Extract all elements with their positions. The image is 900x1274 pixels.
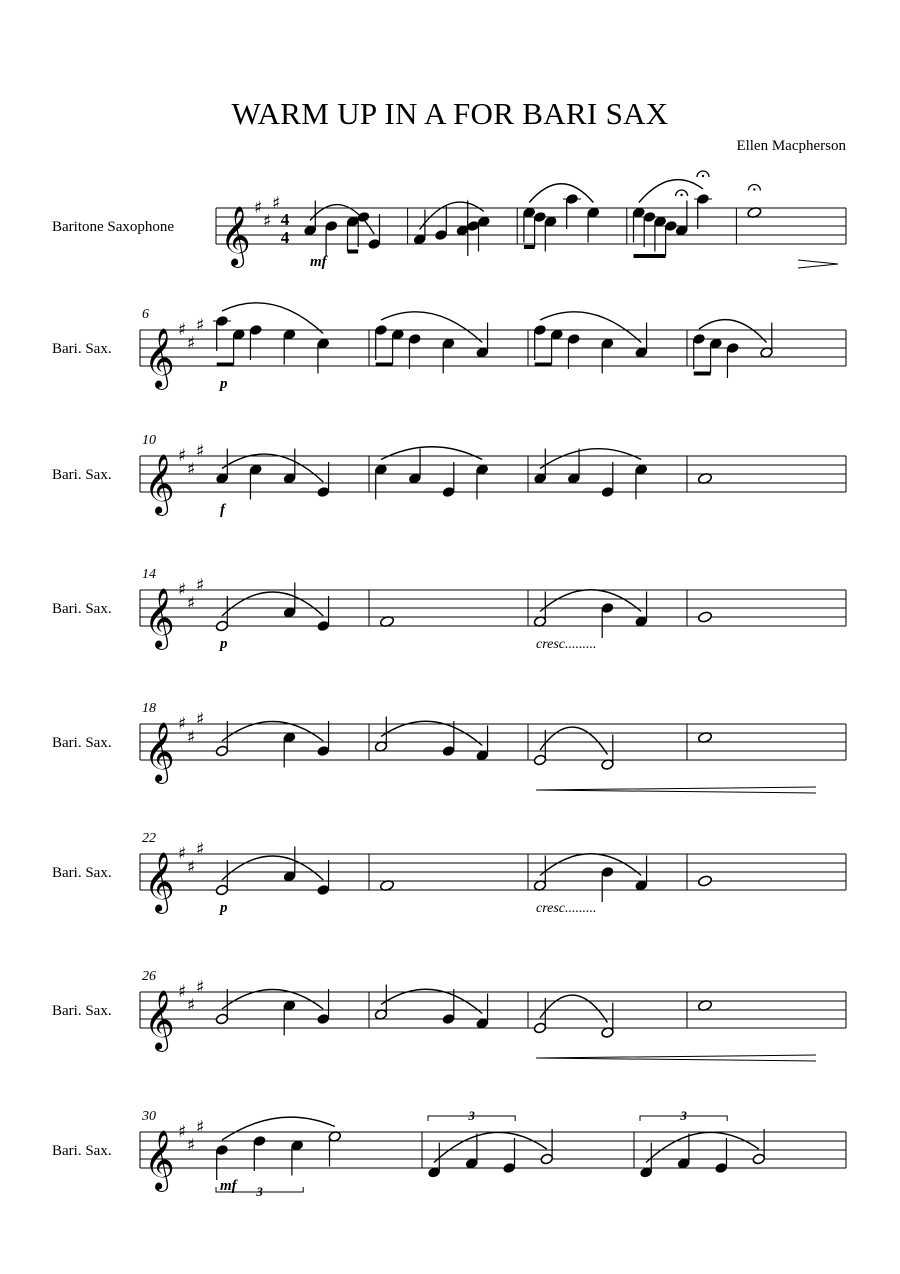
treble-clef-icon: 𝄞 (144, 328, 175, 388)
note (317, 721, 330, 757)
crescendo-hairpin (536, 787, 816, 793)
note (283, 847, 296, 883)
slur (222, 454, 323, 482)
note (563, 193, 581, 229)
note (328, 1131, 341, 1167)
slur (540, 727, 608, 754)
system-2 (52, 303, 846, 392)
notehead (215, 1013, 228, 1025)
key-signature-sharp-icon: ♯ (196, 575, 205, 596)
tuplet-number: 3 (680, 1108, 687, 1123)
note (283, 449, 296, 485)
note (317, 989, 330, 1025)
fermata-dot (753, 188, 755, 190)
note (587, 207, 600, 243)
notehead (434, 229, 447, 241)
notehead (601, 866, 614, 878)
dynamic-marking: f (220, 502, 225, 518)
note (253, 1135, 266, 1171)
note (317, 596, 330, 632)
slur (222, 592, 323, 616)
notehead (215, 884, 228, 896)
note (635, 464, 648, 500)
notehead (715, 1162, 728, 1174)
note (675, 190, 688, 236)
instrument-label: Bari. Sax. (52, 341, 112, 357)
notehead (696, 193, 709, 205)
notehead (249, 324, 262, 336)
notehead (325, 220, 338, 232)
note (476, 726, 489, 762)
note (325, 220, 338, 256)
slur (540, 449, 641, 469)
tuplet-number: 3 (256, 1184, 263, 1199)
key-signature-sharp-icon: ♯ (178, 580, 187, 600)
measure-number: 30 (142, 1109, 156, 1124)
note (692, 333, 705, 369)
notehead (692, 333, 705, 345)
decrescendo-hairpin (798, 260, 838, 268)
note (567, 333, 580, 369)
key-signature-sharp-icon: ♯ (187, 333, 196, 354)
notehead (643, 211, 656, 223)
note (442, 338, 455, 374)
note (283, 329, 296, 365)
note (215, 596, 228, 632)
note (408, 449, 421, 485)
measure-number: 18 (142, 701, 156, 716)
note (533, 592, 546, 628)
note (635, 856, 648, 892)
key-signature-sharp-icon: ♯ (196, 441, 205, 462)
slur (639, 180, 703, 203)
note (476, 464, 489, 500)
note (601, 735, 614, 771)
notehead (368, 238, 381, 250)
time-signature-top: 4 (280, 210, 290, 229)
note (374, 985, 387, 1021)
instrument-label: Bari. Sax. (52, 1143, 112, 1159)
crescendo-hairpin (536, 1055, 816, 1061)
note (249, 324, 262, 360)
note (215, 860, 228, 896)
key-signature-sharp-icon: ♯ (178, 982, 187, 1002)
note (632, 207, 645, 243)
notehead (215, 745, 228, 757)
note (533, 449, 546, 485)
note (639, 1143, 652, 1179)
notehead (442, 486, 455, 498)
instrument-label: Bari. Sax. (52, 1003, 112, 1019)
note (540, 1129, 553, 1165)
treble-clef-icon: 𝄞 (144, 852, 175, 912)
note (601, 338, 614, 374)
instrument-label: Bari. Sax. (52, 735, 112, 751)
dynamic-marking: p (220, 376, 228, 392)
key-signature-sharp-icon: ♯ (178, 714, 187, 734)
notehead (408, 333, 421, 345)
notehead (466, 220, 479, 232)
note (476, 994, 489, 1030)
notehead (567, 333, 580, 345)
note (456, 201, 469, 237)
notehead (533, 754, 546, 766)
dynamic-marking: p (220, 636, 228, 652)
note (476, 323, 489, 359)
notehead (215, 315, 228, 327)
notehead (253, 1135, 266, 1147)
notehead (726, 342, 739, 354)
measure-number: 26 (142, 969, 156, 984)
note (643, 211, 656, 247)
note (715, 1138, 728, 1174)
measure-number: 6 (142, 307, 149, 322)
note (317, 338, 330, 374)
notehead (374, 324, 387, 336)
key-signature-sharp-icon: ♯ (254, 198, 263, 218)
notehead (215, 620, 228, 632)
key-signature-sharp-icon: ♯ (272, 193, 281, 214)
key-signature-sharp-icon: ♯ (178, 320, 187, 340)
note (533, 211, 546, 247)
system-3 (52, 433, 846, 518)
note (635, 323, 648, 359)
notehead (540, 1153, 553, 1165)
key-signature-sharp-icon: ♯ (263, 211, 272, 232)
key-signature-sharp-icon: ♯ (196, 315, 205, 336)
note (697, 875, 712, 887)
note (283, 1000, 296, 1036)
key-signature-sharp-icon: ♯ (187, 1135, 196, 1156)
notehead (601, 486, 614, 498)
note (503, 1138, 516, 1174)
note (601, 866, 614, 902)
slur (381, 447, 482, 460)
system-6 (52, 831, 846, 916)
note (413, 210, 426, 246)
note (601, 462, 614, 498)
measure-number: 14 (142, 567, 156, 582)
notehead (357, 211, 370, 223)
treble-clef-icon: 𝄞 (220, 206, 251, 266)
system-7 (52, 969, 846, 1061)
slur (540, 995, 608, 1022)
key-signature-sharp-icon: ♯ (196, 709, 205, 730)
key-signature-sharp-icon: ♯ (187, 459, 196, 480)
treble-clef-icon: 𝄞 (144, 588, 175, 648)
note (635, 592, 648, 628)
composer-name: Ellen Macpherson (736, 138, 846, 154)
note (477, 216, 490, 252)
note (533, 730, 546, 766)
score-title: WARM UP IN A FOR BARI SAX (231, 96, 669, 131)
note (215, 989, 228, 1025)
note (601, 1003, 614, 1039)
system-5 (52, 701, 846, 793)
notehead (442, 745, 455, 757)
key-signature-sharp-icon: ♯ (187, 995, 196, 1016)
note (427, 1143, 440, 1179)
notehead (697, 611, 712, 623)
key-signature-sharp-icon: ♯ (187, 857, 196, 878)
notehead (752, 1153, 765, 1165)
slur (222, 303, 323, 334)
note (654, 216, 667, 252)
treble-clef-icon: 𝄞 (144, 454, 175, 514)
instrument-label: Bari. Sax. (52, 467, 112, 483)
note (374, 464, 387, 500)
key-signature-sharp-icon: ♯ (178, 1122, 187, 1142)
fermata-dot (702, 175, 704, 177)
note (550, 329, 563, 365)
instrument-label: Bari. Sax. (52, 865, 112, 881)
instrument-label: Baritone Saxophone (52, 219, 175, 235)
fermata-dot (680, 194, 682, 196)
note (213, 315, 231, 351)
note (760, 323, 773, 359)
notehead (664, 220, 677, 232)
key-signature-sharp-icon: ♯ (196, 977, 205, 998)
note (533, 856, 546, 892)
cresc-text: cresc......... (536, 901, 597, 916)
note (283, 583, 296, 619)
slur (222, 856, 323, 880)
instrument-label: Bari. Sax. (52, 601, 112, 617)
note (215, 1144, 228, 1180)
note (346, 216, 359, 252)
notehead (317, 486, 330, 498)
dynamic-marking: mf (310, 254, 327, 270)
note (374, 324, 387, 360)
notehead (533, 324, 546, 336)
notehead (533, 211, 546, 223)
note (249, 464, 262, 500)
note (523, 207, 536, 243)
notehead (317, 1013, 330, 1025)
key-signature-sharp-icon: ♯ (178, 844, 187, 864)
key-signature-sharp-icon: ♯ (196, 1117, 205, 1138)
measure-number: 10 (142, 433, 156, 448)
note (303, 201, 316, 237)
system-8 (52, 1108, 846, 1199)
note (434, 205, 447, 241)
note (408, 333, 421, 369)
note (726, 342, 739, 378)
slur (529, 184, 593, 203)
system-1 (52, 171, 846, 270)
note (215, 449, 228, 485)
note (357, 211, 370, 247)
treble-clef-icon: 𝄞 (144, 1130, 175, 1190)
note (442, 462, 455, 498)
tuplet-number: 3 (468, 1108, 475, 1123)
key-signature-sharp-icon: ♯ (196, 839, 205, 860)
notehead (503, 1162, 516, 1174)
notehead (533, 1022, 546, 1034)
treble-clef-icon: 𝄞 (144, 722, 175, 782)
note (697, 611, 712, 623)
notehead (601, 602, 614, 614)
note (747, 185, 762, 219)
note (232, 329, 245, 365)
notehead (317, 620, 330, 632)
note (283, 732, 296, 768)
note (533, 324, 546, 360)
dynamic-marking: p (220, 900, 228, 916)
note (544, 216, 557, 252)
measure-number: 22 (142, 831, 156, 846)
notehead (697, 875, 712, 887)
note (752, 1129, 765, 1165)
note (533, 998, 546, 1034)
slur (434, 1132, 547, 1162)
treble-clef-icon: 𝄞 (144, 990, 175, 1050)
slur (222, 1117, 335, 1140)
notehead (442, 1013, 455, 1025)
key-signature-sharp-icon: ♯ (178, 446, 187, 466)
note (709, 338, 722, 374)
note (601, 602, 614, 638)
note (466, 220, 479, 256)
notehead (215, 1144, 228, 1156)
dynamic-marking: mf (220, 1178, 237, 1194)
note (391, 329, 404, 365)
note (317, 462, 330, 498)
note (374, 717, 387, 753)
system-4 (52, 567, 846, 652)
note (664, 220, 677, 256)
note (291, 1140, 304, 1176)
notehead (317, 884, 330, 896)
notehead (565, 193, 578, 205)
time-signature-bottom: 4 (280, 228, 290, 247)
key-signature-sharp-icon: ♯ (187, 593, 196, 614)
notehead (317, 745, 330, 757)
slur (646, 1132, 759, 1162)
note (694, 171, 712, 229)
key-signature-sharp-icon: ♯ (187, 727, 196, 748)
note (215, 721, 228, 757)
note (317, 860, 330, 896)
note (368, 214, 381, 250)
cresc-text: cresc......... (536, 637, 597, 652)
